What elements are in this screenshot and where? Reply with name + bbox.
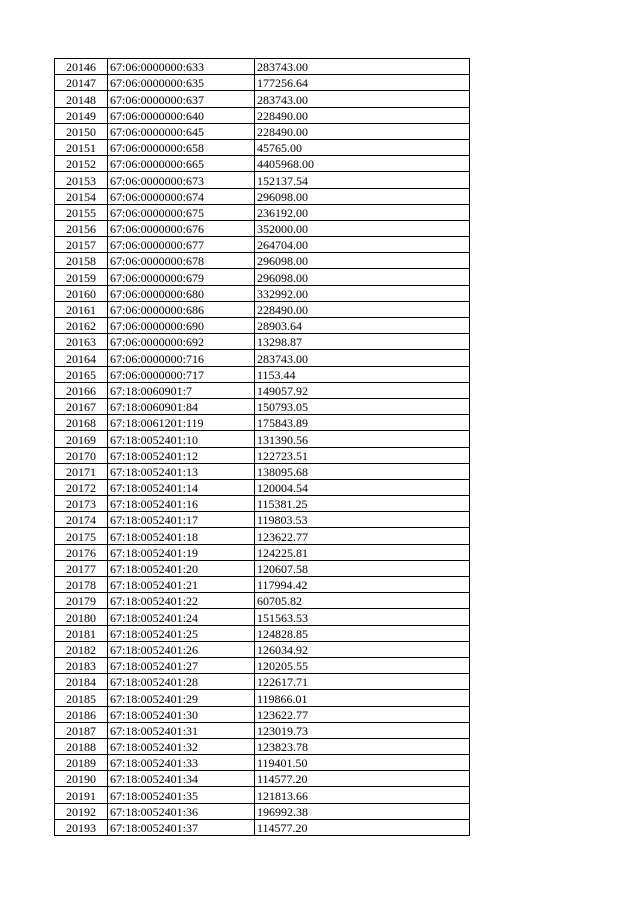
table-row — [55, 738, 470, 754]
table-row — [55, 123, 470, 139]
table-row — [55, 156, 470, 172]
row-number-cell: 20186 — [55, 706, 108, 722]
value-cell: 120205.55 — [255, 657, 470, 673]
cadastral-number-cell: 67:18:0061201:119 — [108, 415, 255, 431]
cadastral-number-cell: 67:06:0000000:677 — [108, 237, 255, 253]
row-number-cell: 20154 — [55, 188, 108, 204]
row-number-cell: 20187 — [55, 722, 108, 738]
value-cell: 123019.73 — [255, 722, 470, 738]
value-cell: 264704.00 — [255, 237, 470, 253]
table-row — [55, 787, 470, 803]
value-cell: 296098.00 — [255, 269, 470, 285]
table-row — [55, 139, 470, 155]
cadastral-number-cell: 67:06:0000000:640 — [108, 107, 255, 123]
table-row — [55, 803, 470, 819]
cadastral-number-cell: 67:18:0052401:25 — [108, 625, 255, 641]
row-number-cell: 20155 — [55, 204, 108, 220]
table-row — [55, 334, 470, 350]
table-row — [55, 431, 470, 447]
value-cell: 123622.77 — [255, 528, 470, 544]
row-number-cell: 20181 — [55, 625, 108, 641]
table-row — [55, 544, 470, 560]
table-row — [55, 657, 470, 673]
value-cell: 228490.00 — [255, 301, 470, 317]
row-number-cell: 20173 — [55, 496, 108, 512]
table-row — [55, 674, 470, 690]
cadastral-number-cell: 67:18:0052401:13 — [108, 463, 255, 479]
row-number-cell: 20146 — [55, 59, 108, 75]
row-number-cell: 20172 — [55, 479, 108, 495]
table-row — [55, 755, 470, 771]
table-row — [55, 172, 470, 188]
row-number-cell: 20160 — [55, 285, 108, 301]
cadastral-number-cell: 67:06:0000000:633 — [108, 59, 255, 75]
row-number-cell: 20158 — [55, 253, 108, 269]
cadastral-number-cell: 67:18:0052401:20 — [108, 560, 255, 576]
value-cell: 175843.89 — [255, 415, 470, 431]
value-cell: 45765.00 — [255, 139, 470, 155]
cadastral-number-cell: 67:06:0000000:676 — [108, 220, 255, 236]
row-number-cell: 20168 — [55, 415, 108, 431]
value-cell: 28903.64 — [255, 318, 470, 334]
value-cell: 115381.25 — [255, 496, 470, 512]
table-row — [55, 479, 470, 495]
cadastral-number-cell: 67:06:0000000:645 — [108, 123, 255, 139]
cadastral-number-cell: 67:18:0052401:21 — [108, 577, 255, 593]
value-cell: 352000.00 — [255, 220, 470, 236]
cadastral-number-cell: 67:06:0000000:692 — [108, 334, 255, 350]
cadastral-number-cell: 67:06:0000000:658 — [108, 139, 255, 155]
table-row — [55, 690, 470, 706]
row-number-cell: 20174 — [55, 512, 108, 528]
table-row — [55, 722, 470, 738]
table-body — [55, 59, 470, 836]
row-number-cell: 20159 — [55, 269, 108, 285]
row-number-cell: 20163 — [55, 334, 108, 350]
cadastral-number-cell: 67:18:0052401:27 — [108, 657, 255, 673]
value-cell: 114577.20 — [255, 771, 470, 787]
row-number-cell: 20167 — [55, 398, 108, 414]
value-cell: 1153.44 — [255, 366, 470, 382]
value-cell: 121813.66 — [255, 787, 470, 803]
row-number-cell: 20178 — [55, 577, 108, 593]
value-cell: 122617.71 — [255, 674, 470, 690]
row-number-cell: 20191 — [55, 787, 108, 803]
value-cell: 296098.00 — [255, 253, 470, 269]
table-row — [55, 819, 470, 835]
table-row — [55, 512, 470, 528]
cadastral-number-cell: 67:18:0052401:14 — [108, 479, 255, 495]
table-row — [55, 496, 470, 512]
cadastral-number-cell: 67:06:0000000:686 — [108, 301, 255, 317]
cadastral-number-cell: 67:18:0052401:10 — [108, 431, 255, 447]
table-row — [55, 706, 470, 722]
row-number-cell: 20171 — [55, 463, 108, 479]
table-row — [55, 107, 470, 123]
value-cell: 117994.42 — [255, 577, 470, 593]
row-number-cell: 20148 — [55, 91, 108, 107]
value-cell: 236192.00 — [255, 204, 470, 220]
value-cell: 228490.00 — [255, 107, 470, 123]
row-number-cell: 20166 — [55, 382, 108, 398]
row-number-cell: 20152 — [55, 156, 108, 172]
value-cell: 151563.53 — [255, 609, 470, 625]
value-cell: 283743.00 — [255, 59, 470, 75]
table-row — [55, 204, 470, 220]
cadastral-number-cell: 67:18:0052401:29 — [108, 690, 255, 706]
cadastral-number-cell: 67:06:0000000:673 — [108, 172, 255, 188]
table-row — [55, 447, 470, 463]
table-row — [55, 577, 470, 593]
cadastral-number-cell: 67:06:0000000:635 — [108, 75, 255, 91]
table-row — [55, 318, 470, 334]
row-number-cell: 20180 — [55, 609, 108, 625]
table-row — [55, 463, 470, 479]
cadastral-number-cell: 67:18:0052401:36 — [108, 803, 255, 819]
cadastral-number-cell: 67:18:0052401:24 — [108, 609, 255, 625]
value-cell: 119866.01 — [255, 690, 470, 706]
table-row — [55, 641, 470, 657]
table-row — [55, 609, 470, 625]
row-number-cell: 20165 — [55, 366, 108, 382]
row-number-cell: 20153 — [55, 172, 108, 188]
row-number-cell: 20156 — [55, 220, 108, 236]
table-row — [55, 59, 470, 75]
value-cell: 131390.56 — [255, 431, 470, 447]
table-row — [55, 220, 470, 236]
table-row — [55, 366, 470, 382]
cadastral-number-cell: 67:18:0052401:12 — [108, 447, 255, 463]
row-number-cell: 20161 — [55, 301, 108, 317]
cadastral-number-cell: 67:18:0052401:16 — [108, 496, 255, 512]
value-cell: 13298.87 — [255, 334, 470, 350]
table-row — [55, 269, 470, 285]
cadastral-number-cell: 67:18:0052401:35 — [108, 787, 255, 803]
cadastral-number-cell: 67:18:0060901:84 — [108, 398, 255, 414]
value-cell: 60705.82 — [255, 593, 470, 609]
table-row — [55, 415, 470, 431]
row-number-cell: 20147 — [55, 75, 108, 91]
table-row — [55, 285, 470, 301]
row-number-cell: 20149 — [55, 107, 108, 123]
row-number-cell: 20182 — [55, 641, 108, 657]
cadastral-number-cell: 67:06:0000000:637 — [108, 91, 255, 107]
cadastral-number-cell: 67:18:0052401:19 — [108, 544, 255, 560]
value-cell: 138095.68 — [255, 463, 470, 479]
cadastral-number-cell: 67:06:0000000:665 — [108, 156, 255, 172]
cadastral-number-cell: 67:18:0052401:18 — [108, 528, 255, 544]
table-row — [55, 350, 470, 366]
row-number-cell: 20188 — [55, 738, 108, 754]
table-row — [55, 382, 470, 398]
cadastral-number-cell: 67:18:0052401:30 — [108, 706, 255, 722]
cadastral-number-cell: 67:18:0052401:32 — [108, 738, 255, 754]
value-cell: 283743.00 — [255, 91, 470, 107]
table-row — [55, 75, 470, 91]
cadastral-number-cell: 67:06:0000000:678 — [108, 253, 255, 269]
row-number-cell: 20175 — [55, 528, 108, 544]
cadastral-number-cell: 67:18:0060901:7 — [108, 382, 255, 398]
value-cell: 119401.50 — [255, 755, 470, 771]
table-row — [55, 237, 470, 253]
row-number-cell: 20185 — [55, 690, 108, 706]
table-row — [55, 91, 470, 107]
value-cell: 123823.78 — [255, 738, 470, 754]
row-number-cell: 20176 — [55, 544, 108, 560]
row-number-cell: 20150 — [55, 123, 108, 139]
value-cell: 122723.51 — [255, 447, 470, 463]
table-row — [55, 188, 470, 204]
table-row — [55, 301, 470, 317]
value-cell: 120004.54 — [255, 479, 470, 495]
row-number-cell: 20151 — [55, 139, 108, 155]
table-row — [55, 528, 470, 544]
cadastral-number-cell: 67:18:0052401:33 — [108, 755, 255, 771]
value-cell: 124225.81 — [255, 544, 470, 560]
value-cell: 120607.58 — [255, 560, 470, 576]
cadastral-number-cell: 67:18:0052401:31 — [108, 722, 255, 738]
row-number-cell: 20179 — [55, 593, 108, 609]
row-number-cell: 20192 — [55, 803, 108, 819]
value-cell: 196992.38 — [255, 803, 470, 819]
value-cell: 114577.20 — [255, 819, 470, 835]
cadastral-number-cell: 67:06:0000000:675 — [108, 204, 255, 220]
cadastral-number-cell: 67:18:0052401:34 — [108, 771, 255, 787]
row-number-cell: 20189 — [55, 755, 108, 771]
table-row — [55, 625, 470, 641]
table-row — [55, 253, 470, 269]
row-number-cell: 20177 — [55, 560, 108, 576]
cadastral-number-cell: 67:06:0000000:690 — [108, 318, 255, 334]
table-row — [55, 593, 470, 609]
cadastral-number-cell: 67:06:0000000:679 — [108, 269, 255, 285]
table-row — [55, 771, 470, 787]
row-number-cell: 20170 — [55, 447, 108, 463]
table-row — [55, 560, 470, 576]
cadastral-number-cell: 67:06:0000000:716 — [108, 350, 255, 366]
row-number-cell: 20164 — [55, 350, 108, 366]
value-cell: 228490.00 — [255, 123, 470, 139]
row-number-cell: 20190 — [55, 771, 108, 787]
row-number-cell: 20162 — [55, 318, 108, 334]
value-cell: 119803.53 — [255, 512, 470, 528]
row-number-cell: 20157 — [55, 237, 108, 253]
value-cell: 126034.92 — [255, 641, 470, 657]
value-cell: 152137.54 — [255, 172, 470, 188]
row-number-cell: 20184 — [55, 674, 108, 690]
cadastral-number-cell: 67:06:0000000:717 — [108, 366, 255, 382]
cadastral-number-cell: 67:06:0000000:674 — [108, 188, 255, 204]
cadastral-value-table — [54, 58, 470, 836]
row-number-cell: 20193 — [55, 819, 108, 835]
value-cell: 283743.00 — [255, 350, 470, 366]
value-cell: 296098.00 — [255, 188, 470, 204]
cadastral-number-cell: 67:18:0052401:28 — [108, 674, 255, 690]
cadastral-number-cell: 67:18:0052401:17 — [108, 512, 255, 528]
value-cell: 149057.92 — [255, 382, 470, 398]
cadastral-number-cell: 67:18:0052401:26 — [108, 641, 255, 657]
cadastral-number-cell: 67:18:0052401:37 — [108, 819, 255, 835]
table-row — [55, 398, 470, 414]
value-cell: 177256.64 — [255, 75, 470, 91]
row-number-cell: 20183 — [55, 657, 108, 673]
value-cell: 123622.77 — [255, 706, 470, 722]
value-cell: 150793.05 — [255, 398, 470, 414]
value-cell: 124828.85 — [255, 625, 470, 641]
row-number-cell: 20169 — [55, 431, 108, 447]
cadastral-number-cell: 67:06:0000000:680 — [108, 285, 255, 301]
value-cell: 332992.00 — [255, 285, 470, 301]
cadastral-number-cell: 67:18:0052401:22 — [108, 593, 255, 609]
value-cell: 4405968.00 — [255, 156, 470, 172]
